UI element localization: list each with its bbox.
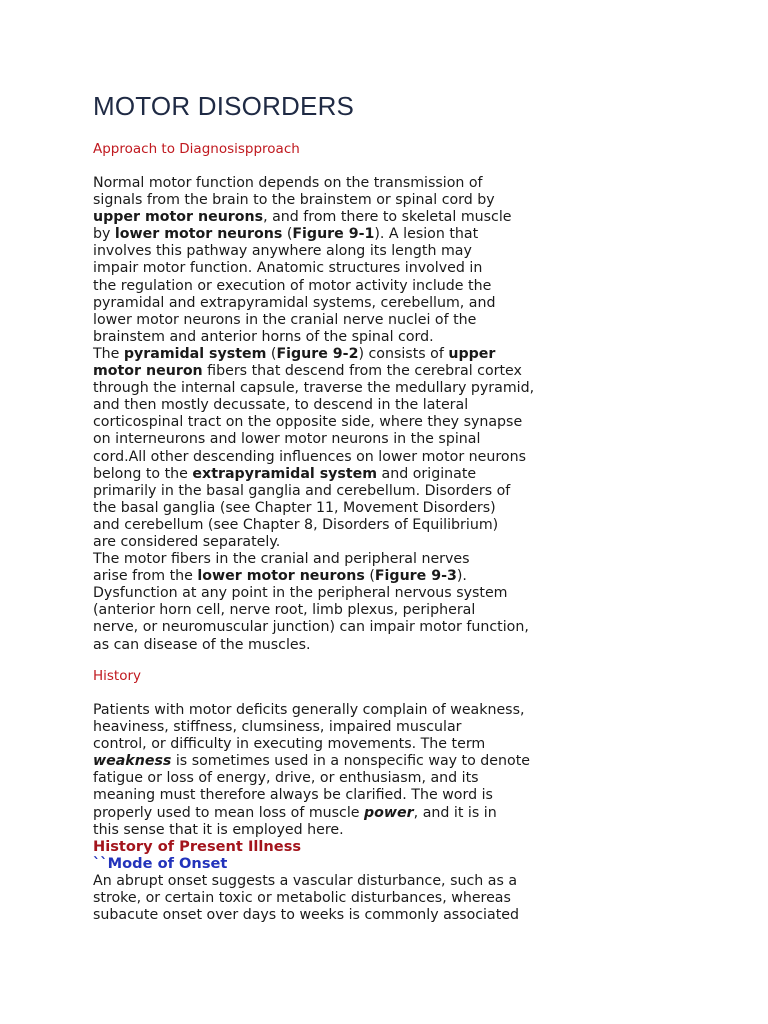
text-line [93, 822, 530, 839]
text-run: cord.All other descending influences on lower motor neurons [93, 448, 526, 465]
text-line [93, 890, 519, 907]
text-line [93, 753, 530, 770]
text-run: The motor fibers in the cranial and peripheral nerves [93, 551, 470, 568]
text-run: and cerebellum (see Chapter 8, Disorders of Equilibrium) [93, 516, 499, 533]
text-run: fatigue or loss of energy, drive, or enthusiasm, and its [93, 770, 479, 787]
emphasized-text: Figure 9-2 [276, 345, 359, 362]
text-run: pyramidal and extrapyramidal systems, cerebellum, and [93, 294, 496, 311]
text-line [93, 329, 534, 346]
text-line [93, 787, 530, 804]
text-run: , and it is in [413, 804, 497, 821]
text-run: properly used to mean loss of muscle [93, 804, 365, 821]
text-run: brainstem and anterior horns of the spinal cord. [93, 328, 434, 345]
mode-of-onset-label: Mode of Onset [107, 855, 228, 872]
text-run: ) consists of [358, 345, 449, 362]
text-line [93, 517, 534, 534]
section-heading-present-illness: History of Present Illness [93, 838, 302, 855]
emphasized-text: upper motor neurons [93, 209, 264, 226]
text-run: nerve, or neuromuscular junction) can impair motor function, [93, 619, 529, 636]
text-line [93, 551, 534, 568]
subsection-heading-mode-of-onset [93, 855, 227, 872]
text-line [93, 243, 534, 260]
text-line [93, 414, 534, 431]
text-line [93, 380, 534, 397]
text-run: through the internal capsule, traverse the medullary pyramid, [93, 380, 535, 397]
text-line [93, 192, 534, 209]
text-line [93, 534, 534, 551]
text-run: this sense that it is employed here. [93, 821, 344, 838]
text-line [93, 719, 530, 736]
text-run: (anterior horn cell, nerve root, limb plexus, peripheral [93, 602, 476, 619]
paragraph-mode-of-onset [93, 873, 519, 924]
text-run: ). [456, 568, 467, 585]
text-run: , and from there to skeletal muscle [263, 209, 512, 226]
emphasized-text: motor neuron [93, 363, 203, 380]
text-line [93, 568, 534, 585]
emphasized-text: Figure 9-3 [374, 568, 457, 585]
emphasized-text: pyramidal system [123, 345, 267, 362]
text-run: primarily in the basal ganglia and cerebellum. Disorders of [93, 482, 511, 499]
paragraph-approach [93, 175, 534, 654]
text-line [93, 363, 534, 380]
text-run: ). A lesion that [374, 226, 479, 243]
emphasized-text: Figure 9-1 [292, 226, 375, 243]
emphasized-text: lower motor neurons [114, 226, 283, 243]
text-line [93, 602, 534, 619]
text-run: the regulation or execution of motor activity include the [93, 277, 492, 294]
text-run: impair motor function. Anatomic structures involved in [93, 260, 483, 277]
text-line [93, 736, 530, 753]
text-run: An abrupt onset suggests a vascular disturbance, such as a [93, 873, 518, 889]
text-run: and originate [377, 465, 477, 482]
text-run: by [93, 226, 115, 243]
text-run: the basal ganglia (see Chapter 11, Movement Disorders) [93, 499, 496, 516]
text-run: control, or difficulty in executing movements. The term [93, 736, 486, 753]
heading-prefix-marks: `` [93, 855, 108, 872]
text-line [93, 500, 534, 517]
text-run: The [93, 345, 124, 362]
text-line [93, 873, 519, 890]
text-run: is sometimes used in a nonspecific way to denote [171, 753, 530, 770]
text-line [93, 619, 534, 636]
text-run: Patients with motor deficits generally complain of weakness, [93, 702, 525, 718]
section-heading-approach: Approach to Diagnosispproach [93, 141, 300, 157]
text-run: as can disease of the muscles. [93, 636, 311, 653]
text-run: lower motor neurons in the cranial nerve nuclei of the [93, 311, 477, 328]
text-run: ( [266, 345, 277, 362]
text-run: corticospinal tract on the opposite side, where they synapse [93, 414, 523, 431]
text-line [93, 770, 530, 787]
text-run: involves this pathway anywhere along its length may [93, 243, 472, 260]
text-line [93, 312, 534, 329]
text-line [93, 226, 534, 243]
text-line [93, 466, 534, 483]
text-line [93, 585, 534, 602]
text-line [93, 260, 534, 277]
emphasized-text: extrapyramidal system [192, 465, 378, 482]
text-run: fibers that descend from the cerebral cortex [202, 363, 522, 380]
text-run: Normal motor function depends on the transmission of [93, 175, 483, 191]
text-run: and then mostly decussate, to descend in the lateral [93, 397, 469, 414]
text-line [93, 907, 519, 924]
text-line [93, 805, 530, 822]
text-run: ( [282, 226, 293, 243]
text-run: Dysfunction at any point in the peripheral nervous system [93, 585, 508, 602]
text-run: ( [364, 568, 375, 585]
section-heading-history: History [93, 668, 142, 684]
text-line [93, 295, 534, 312]
text-run: belong to the [93, 465, 193, 482]
text-line [93, 175, 534, 192]
paragraph-history [93, 702, 530, 839]
text-run: stroke, or certain toxic or metabolic disturbances, whereas [93, 890, 511, 907]
text-line [93, 397, 534, 414]
text-run: arise from the [93, 568, 198, 585]
text-line [93, 209, 534, 226]
text-run: meaning must therefore always be clarified. The word is [93, 787, 493, 804]
emphasized-text: lower motor neurons [197, 568, 365, 585]
text-line [93, 637, 534, 654]
text-run: are considered separately. [93, 533, 281, 550]
emphasized-text: power [364, 804, 414, 821]
text-run: on interneurons and lower motor neurons in the spinal [93, 431, 481, 448]
text-line [93, 449, 534, 466]
text-line [93, 431, 534, 448]
text-line [93, 483, 534, 500]
emphasized-text: upper [448, 345, 496, 362]
emphasized-text: weakness [93, 753, 172, 770]
page-title: MOTOR DISORDERS [93, 91, 355, 121]
text-line [93, 702, 530, 719]
text-line [93, 346, 534, 363]
text-run: signals from the brain to the brainstem or spinal cord by [93, 192, 495, 209]
text-line [93, 278, 534, 295]
text-run: heaviness, stiffness, clumsiness, impaired muscular [93, 719, 462, 736]
text-run: subacute onset over days to weeks is commonly associated [93, 907, 519, 924]
